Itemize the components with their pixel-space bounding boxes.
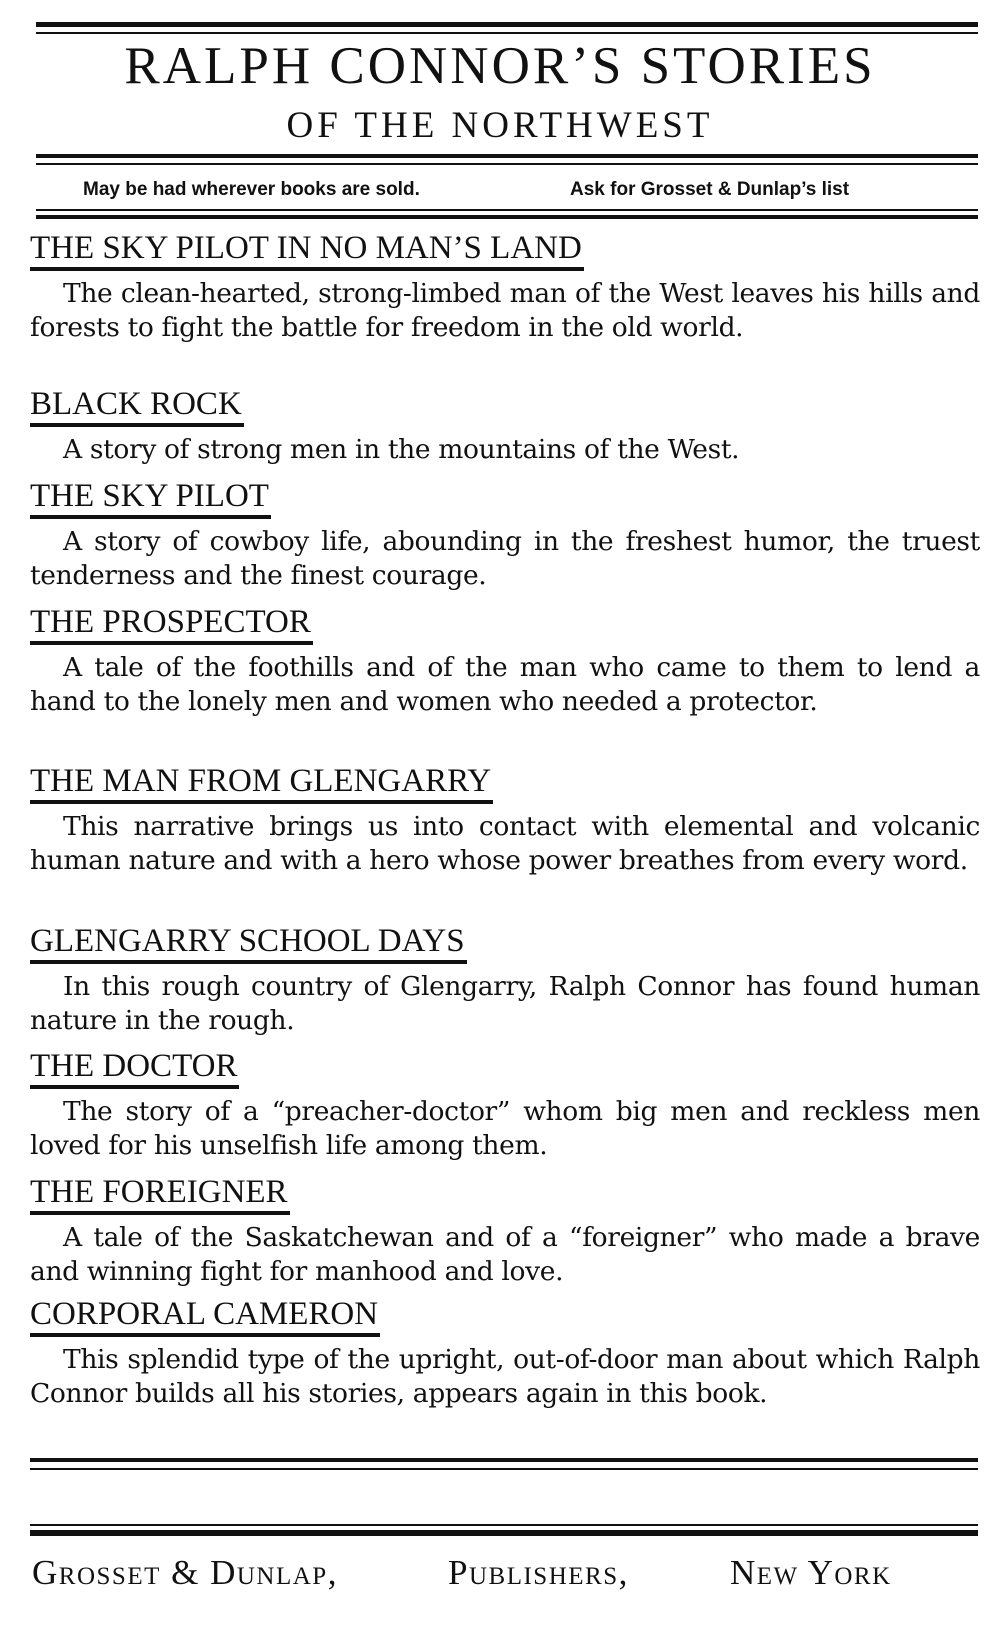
book-title: GLENGARRY SCHOOL DAYS xyxy=(30,923,467,964)
book-entry xyxy=(30,478,980,594)
book-title: THE PROSPECTOR xyxy=(30,604,313,645)
notice-rule-thick xyxy=(36,215,978,219)
book-description: This narrative brings us into contact with elemental and volcanic human nature and with a hero whose power breathes from every word. xyxy=(30,810,980,877)
book-description: In this rough country of Glengarry, Ralph Connor has found human nature in the rough. xyxy=(30,970,980,1037)
book-title: CORPORAL CAMERON xyxy=(30,1296,380,1337)
book-title: THE DOCTOR xyxy=(30,1048,239,1089)
page-subtitle: OF THE NORTHWEST xyxy=(286,105,714,146)
book-entry xyxy=(30,386,980,467)
book-description: The story of a “preacher-doctor” whom big men and reckless men loved for his unselfish life among them. xyxy=(30,1095,980,1162)
footer-top-rule-thin xyxy=(30,1468,978,1470)
publisher-role: Publishers, xyxy=(448,1553,629,1592)
book-entry xyxy=(30,604,980,720)
book-entry xyxy=(30,763,980,879)
book-entry xyxy=(30,1174,980,1290)
publisher-name: Grosset & Dunlap, xyxy=(32,1553,338,1592)
book-title: THE SKY PILOT IN NO MAN’S LAND xyxy=(30,230,584,271)
book-description: A story of strong men in the mountains of the West. xyxy=(63,433,740,465)
footer-bottom-rule-thin xyxy=(30,1524,978,1526)
availability-notice: May be had wherever books are sold. xyxy=(83,179,420,200)
top-rule-thick xyxy=(36,22,978,27)
book-entry xyxy=(30,230,980,346)
book-description: This splendid type of the upright, out-of-door man about which Ralph Connor builds all his stories, appears again in this book. xyxy=(30,1343,980,1410)
book-description: A tale of the Saskatchewan and of a “foreigner” who made a brave and winning fight for manhood and love. xyxy=(30,1221,980,1288)
book-entry xyxy=(30,1296,980,1412)
top-rule-thin xyxy=(36,32,978,34)
page-title: RALPH CONNOR’S STORIES xyxy=(124,37,876,95)
footer-bottom-rule-thick xyxy=(30,1530,978,1536)
publisher-list-notice: Ask for Grosset & Dunlap’s list xyxy=(570,179,850,200)
book-title: THE FOREIGNER xyxy=(30,1174,290,1215)
book-description: A tale of the foothills and of the man who came to them to lend a hand to the lonely men and women who needed a protector. xyxy=(30,651,980,718)
book-entry xyxy=(30,923,980,1039)
notice-rule-thin xyxy=(36,209,978,211)
header-rule-thin xyxy=(36,163,978,165)
footer-top-rule-thick xyxy=(30,1458,978,1462)
book-description: The clean-hearted, strong-limbed man of the West leaves his hills and forests to fight the battle for freedom in the old world. xyxy=(30,277,980,344)
book-title: THE MAN FROM GLENGARRY xyxy=(30,763,493,804)
publisher-city: New York xyxy=(730,1553,892,1592)
header-rule-thick xyxy=(36,154,978,158)
book-title: THE SKY PILOT xyxy=(30,478,271,519)
book-title: BLACK ROCK xyxy=(30,386,244,427)
book-description: A story of cowboy life, abounding in the freshest humor, the truest tenderness and the finest courage. xyxy=(30,525,980,592)
book-entry xyxy=(30,1048,980,1164)
